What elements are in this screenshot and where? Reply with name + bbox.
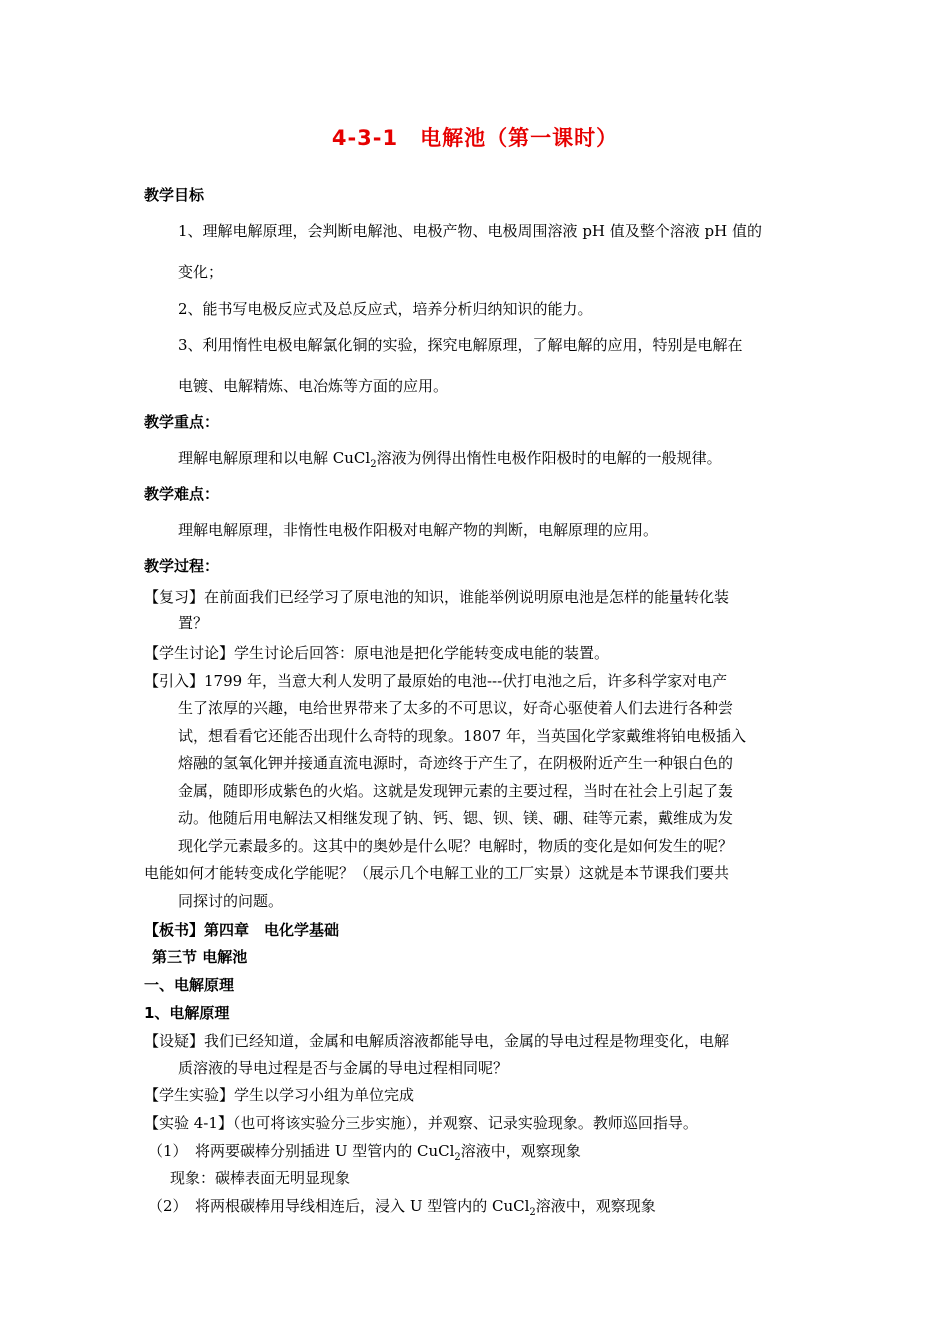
step-1: （1） 将两要碳棒分别插进 U 型管内的 CuCl$_2$溶液中，观察现象 xyxy=(148,1142,581,1163)
intro-line-7: 现化学元素最多的。这其中的奥妙是什么呢？电解时，物质的变化是如何发生的呢？ xyxy=(178,837,734,855)
intro-line-1: 【引入】1799 年，当意大利人发明了最原始的电池---伏打电池之后，许多科学家对电产 xyxy=(144,672,728,690)
sub-1-heading: 1、电解原理 xyxy=(144,1004,230,1022)
review-line-2: 置？ xyxy=(178,614,209,632)
review-line-1: 【复习】在前面我们已经学习了原电池的知识，谁能举例说明原电池是怎样的能量转化装 xyxy=(144,588,730,606)
page-title: 4-3-1 电解池（第一课时） xyxy=(331,126,619,150)
difficulties-text: 理解电解原理，非惰性电极作阳极对电解产物的判断，电解原理的应用。 xyxy=(178,521,659,539)
part-1-heading: 一、电解原理 xyxy=(144,976,235,994)
intro-line-8: 电能如何才能转变成化学能呢？（展示几个电解工业的工厂实景）这就是本节课我们要共 xyxy=(144,864,730,882)
student-experiment: 【学生实验】学生以学习小组为单位完成 xyxy=(144,1086,415,1104)
intro-line-6: 动。他随后用电解法又相继发现了钠、钙、锶、钡、镁、硼、硅等元素，戴维成为发 xyxy=(178,809,734,827)
question-line-2: 质溶液的导电过程是否与金属的导电过程相同呢？ xyxy=(178,1059,509,1077)
difficulties-heading: 教学难点： xyxy=(144,485,220,503)
objective-1-line-2: 变化； xyxy=(178,263,224,281)
experiment-4-1: 【实验 4-1】（也可将该实验分三步实施），并观察、记录实验现象。教师巡回指导。 xyxy=(144,1114,698,1132)
objective-3-line-1: 3、利用惰性电极电解氯化铜的实验，探究电解原理，了解电解的应用，特别是电解在 xyxy=(178,336,743,354)
question-line-1: 【设疑】我们已经知道，金属和电解质溶液都能导电，金属的导电过程是物理变化，电解 xyxy=(144,1032,730,1050)
intro-line-4: 熔融的氢氧化钾并接通直流电源时，奇迹终于产生了，在阴极附近产生一种银白色的 xyxy=(178,754,734,772)
key-points-text: 理解电解原理和以电解 CuCl$_2$溶液为例得出惰性电极作阳极时的电解的一般规律。 xyxy=(178,449,722,470)
intro-line-3: 试，想看看它还能否出现什么奇特的现象。1807 年，当英国化学家戴维将铂电极插入 xyxy=(178,727,746,745)
process-heading: 教学过程： xyxy=(144,557,220,575)
objective-3-line-2: 电镀、电解精炼、电冶炼等方面的应用。 xyxy=(178,377,449,395)
phenomenon-1: 现象：碳棒表面无明显现象 xyxy=(170,1169,351,1187)
intro-line-9: 同探讨的问题。 xyxy=(178,892,284,910)
objective-2: 2、能书写电极反应式及总反应式，培养分析归纳知识的能力。 xyxy=(178,300,593,318)
intro-line-5: 金属，随即形成紫色的火焰。这就是发现钾元素的主要过程，当时在社会上引起了轰 xyxy=(178,782,734,800)
board-heading: 【板书】第四章 电化学基础 xyxy=(144,921,340,939)
section-heading: 第三节 电解池 xyxy=(152,948,248,966)
objectives-heading: 教学目标 xyxy=(144,186,205,204)
key-points-heading: 教学重点： xyxy=(144,413,220,431)
intro-line-2: 生了浓厚的兴趣，电给世界带来了太多的不可思议，好奇心驱使着人们去进行各种尝 xyxy=(178,699,734,717)
student-discussion: 【学生讨论】学生讨论后回答：原电池是把化学能转变成电能的装置。 xyxy=(144,644,610,662)
step-2: （2） 将两根碳棒用导线相连后，浸入 U 型管内的 CuCl$_2$溶液中，观察现象 xyxy=(148,1197,656,1218)
objective-1-line-1: 1、理解电解原理，会判断电解池、电极产物、电极周围溶液 pH 值及整个溶液 pH 值的 xyxy=(178,222,762,240)
